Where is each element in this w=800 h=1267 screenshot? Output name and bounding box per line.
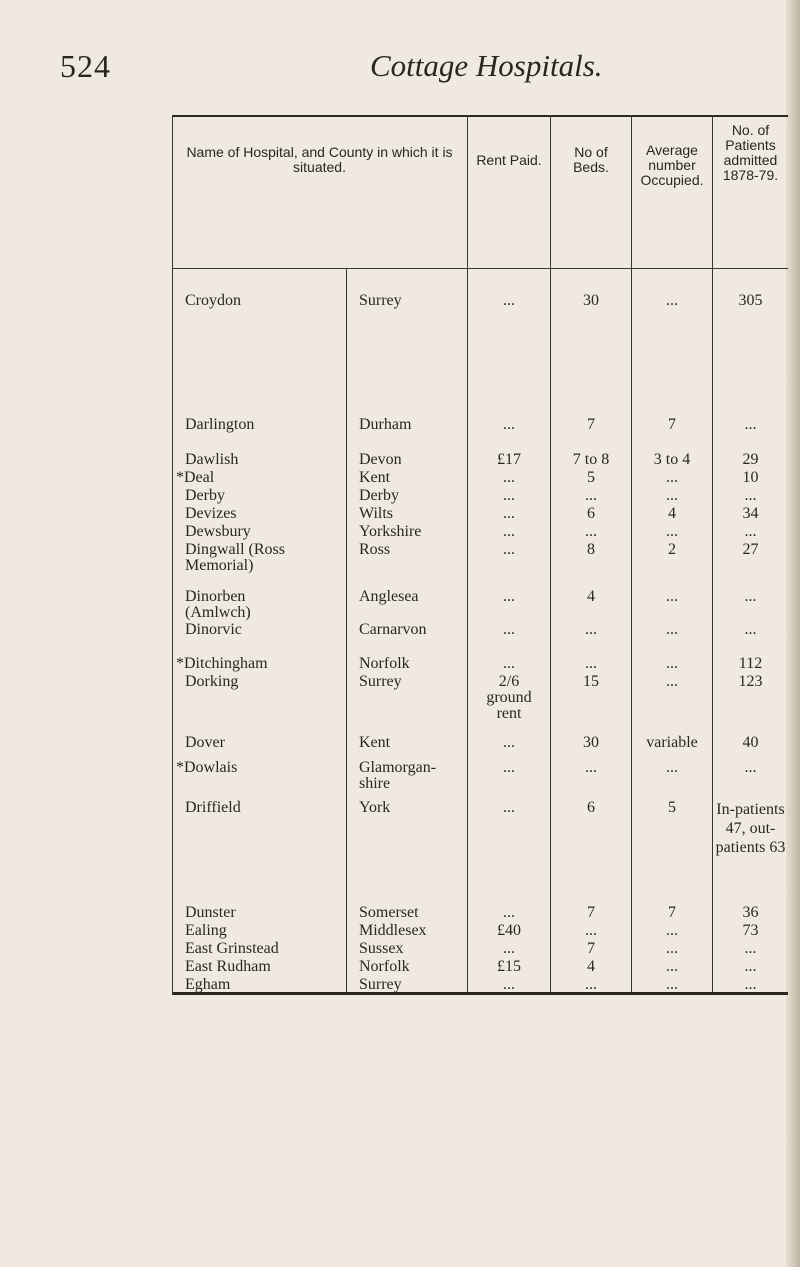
average-occupied: ... bbox=[666, 292, 678, 309]
county: Glamorgan-shire bbox=[359, 759, 437, 792]
county: Anglesea bbox=[359, 588, 419, 605]
hospital-name: Dingwall (Ross Memorial) bbox=[185, 541, 285, 574]
hospital-name: Devizes bbox=[185, 505, 237, 522]
hospital-name: Dinorben (Amlwch) bbox=[185, 588, 251, 621]
hospital-name: Ealing bbox=[185, 922, 227, 939]
beds: 15 bbox=[583, 673, 599, 690]
rent-paid: £17 bbox=[497, 451, 521, 468]
patients-admitted: ... bbox=[744, 621, 757, 638]
county: Wilts bbox=[359, 505, 394, 522]
header-patients: No. of Patients admitted 1878-79. bbox=[722, 122, 779, 183]
average-occupied: ... bbox=[666, 673, 678, 690]
rent-paid: ... bbox=[503, 904, 515, 921]
beds: 7 bbox=[587, 416, 595, 433]
page-title: Cottage Hospitals. bbox=[370, 48, 603, 83]
patients-admitted: ... bbox=[744, 958, 757, 975]
header-name-county: Name of Hospital, and County in which it is situated. bbox=[186, 144, 453, 175]
average-occupied: 7 bbox=[668, 904, 676, 921]
hospital-name: Dawlish bbox=[185, 451, 239, 468]
patients-admitted: ... bbox=[744, 759, 757, 776]
hospital-name: *Deal bbox=[176, 469, 215, 486]
patients-admitted: ... bbox=[744, 523, 757, 540]
patients-admitted: 73 bbox=[742, 922, 759, 939]
page-edge bbox=[786, 0, 800, 1267]
patients-admitted: ... bbox=[744, 976, 757, 993]
county: Sussex bbox=[359, 940, 404, 957]
county: Carnarvon bbox=[359, 621, 427, 638]
average-occupied: ... bbox=[666, 759, 678, 776]
average-occupied: 7 bbox=[668, 416, 676, 433]
rent-paid: ... bbox=[503, 799, 515, 816]
county: Surrey bbox=[359, 292, 402, 309]
name-county-divider bbox=[346, 268, 347, 992]
rent-paid: ... bbox=[503, 655, 515, 672]
patients-admitted: 10 bbox=[742, 469, 759, 486]
average-occupied: 3 to 4 bbox=[653, 451, 691, 468]
rent-paid: ... bbox=[503, 416, 515, 433]
average-occupied: ... bbox=[666, 469, 678, 486]
average-occupied: 5 bbox=[668, 799, 676, 816]
beds: 7 bbox=[587, 904, 595, 921]
patients-admitted: 305 bbox=[738, 292, 763, 309]
hospital-name: Egham bbox=[185, 976, 231, 993]
hospital-name: Darlington bbox=[185, 416, 255, 433]
patients-admitted: In-patients 47, out-patients 63 bbox=[715, 801, 786, 856]
average-occupied: ... bbox=[666, 621, 678, 638]
rent-paid: ... bbox=[503, 487, 515, 504]
header-rent: Rent Paid. bbox=[476, 152, 542, 168]
rent-paid: ... bbox=[503, 734, 515, 751]
beds: ... bbox=[585, 523, 597, 540]
beds: ... bbox=[585, 655, 597, 672]
beds: ... bbox=[585, 759, 597, 776]
county: Derby bbox=[359, 487, 399, 504]
patients-admitted: 112 bbox=[738, 655, 763, 672]
patients-admitted: ... bbox=[744, 940, 757, 957]
county: Somerset bbox=[359, 904, 419, 921]
patients-admitted: 29 bbox=[742, 451, 759, 468]
average-occupied: ... bbox=[666, 922, 678, 939]
beds: ... bbox=[585, 922, 597, 939]
patients-admitted: ... bbox=[744, 487, 757, 504]
average-occupied: 4 bbox=[668, 505, 676, 522]
patients-admitted: 36 bbox=[742, 904, 759, 921]
beds: ... bbox=[585, 621, 597, 638]
hospital-name: *Dowlais bbox=[176, 759, 238, 776]
hospital-name: Dunster bbox=[185, 904, 236, 921]
hospital-name: Dewsbury bbox=[185, 523, 251, 540]
hospital-table bbox=[172, 115, 788, 995]
rent-paid: ... bbox=[503, 759, 515, 776]
table-header-rule bbox=[172, 268, 788, 269]
rent-paid: ... bbox=[503, 588, 515, 605]
patients-admitted: 27 bbox=[742, 541, 759, 558]
patients-admitted: 123 bbox=[738, 673, 763, 690]
county: Yorkshire bbox=[359, 523, 422, 540]
beds: 5 bbox=[587, 469, 595, 486]
rent-paid: £15 bbox=[497, 958, 521, 975]
hospital-name: Derby bbox=[185, 487, 225, 504]
average-occupied: variable bbox=[646, 734, 698, 751]
beds: ... bbox=[585, 976, 597, 993]
county: Surrey bbox=[359, 673, 402, 690]
beds: 8 bbox=[587, 541, 595, 558]
hospital-name: Driffield bbox=[185, 799, 241, 816]
beds: 4 bbox=[587, 958, 595, 975]
beds: 6 bbox=[587, 799, 595, 816]
patients-admitted: ... bbox=[744, 588, 757, 605]
average-occupied: ... bbox=[666, 976, 678, 993]
beds: 30 bbox=[583, 734, 599, 751]
header-beds: No of Beds. bbox=[573, 144, 609, 175]
average-occupied: ... bbox=[666, 940, 678, 957]
average-occupied: ... bbox=[666, 523, 678, 540]
hospital-name: Dover bbox=[185, 734, 225, 751]
county: Middlesex bbox=[359, 922, 427, 939]
hospital-name: *Ditchingham bbox=[176, 655, 268, 672]
rent-paid: ... bbox=[503, 940, 515, 957]
rent-paid: £40 bbox=[497, 922, 521, 939]
table-top-rule bbox=[172, 115, 788, 117]
patients-admitted: 40 bbox=[742, 734, 759, 751]
county: Kent bbox=[359, 734, 391, 751]
average-occupied: ... bbox=[666, 588, 678, 605]
hospital-name: Dinorvic bbox=[185, 621, 242, 638]
county: Ross bbox=[359, 541, 391, 558]
rent-paid: ... bbox=[503, 541, 515, 558]
beds: 7 bbox=[587, 940, 595, 957]
beds: 6 bbox=[587, 505, 595, 522]
beds: 30 bbox=[583, 292, 599, 309]
county: Devon bbox=[359, 451, 402, 468]
rent-paid: ... bbox=[503, 505, 515, 522]
hospital-name: Dorking bbox=[185, 673, 239, 690]
rent-paid: ... bbox=[503, 292, 515, 309]
rent-paid: ... bbox=[503, 621, 515, 638]
rent-paid: ... bbox=[503, 976, 515, 993]
patients-admitted: 34 bbox=[742, 505, 759, 522]
beds: ... bbox=[585, 487, 597, 504]
hospital-name: East Grinstead bbox=[185, 940, 279, 957]
patients-admitted: ... bbox=[744, 416, 757, 433]
county: York bbox=[359, 799, 391, 816]
hospital-name: Croydon bbox=[185, 292, 241, 309]
county: Surrey bbox=[359, 976, 402, 993]
average-occupied: ... bbox=[666, 487, 678, 504]
county: Kent bbox=[359, 469, 391, 486]
county: Norfolk bbox=[359, 655, 410, 672]
rent-paid: 2/6 ground rent bbox=[486, 673, 532, 722]
average-occupied: 2 bbox=[668, 541, 676, 558]
beds: 7 to 8 bbox=[572, 451, 610, 468]
table-left-border bbox=[172, 115, 173, 995]
beds: 4 bbox=[587, 588, 595, 605]
running-head bbox=[60, 48, 680, 92]
average-occupied: ... bbox=[666, 655, 678, 672]
hospital-name: East Rudham bbox=[185, 958, 271, 975]
header-average: Average number Occupied. bbox=[640, 142, 704, 188]
rent-paid: ... bbox=[503, 523, 515, 540]
average-occupied: ... bbox=[666, 958, 678, 975]
page-number: 524 bbox=[60, 48, 111, 84]
county: Durham bbox=[359, 416, 412, 433]
rent-paid: ... bbox=[503, 469, 515, 486]
county: Norfolk bbox=[359, 958, 410, 975]
